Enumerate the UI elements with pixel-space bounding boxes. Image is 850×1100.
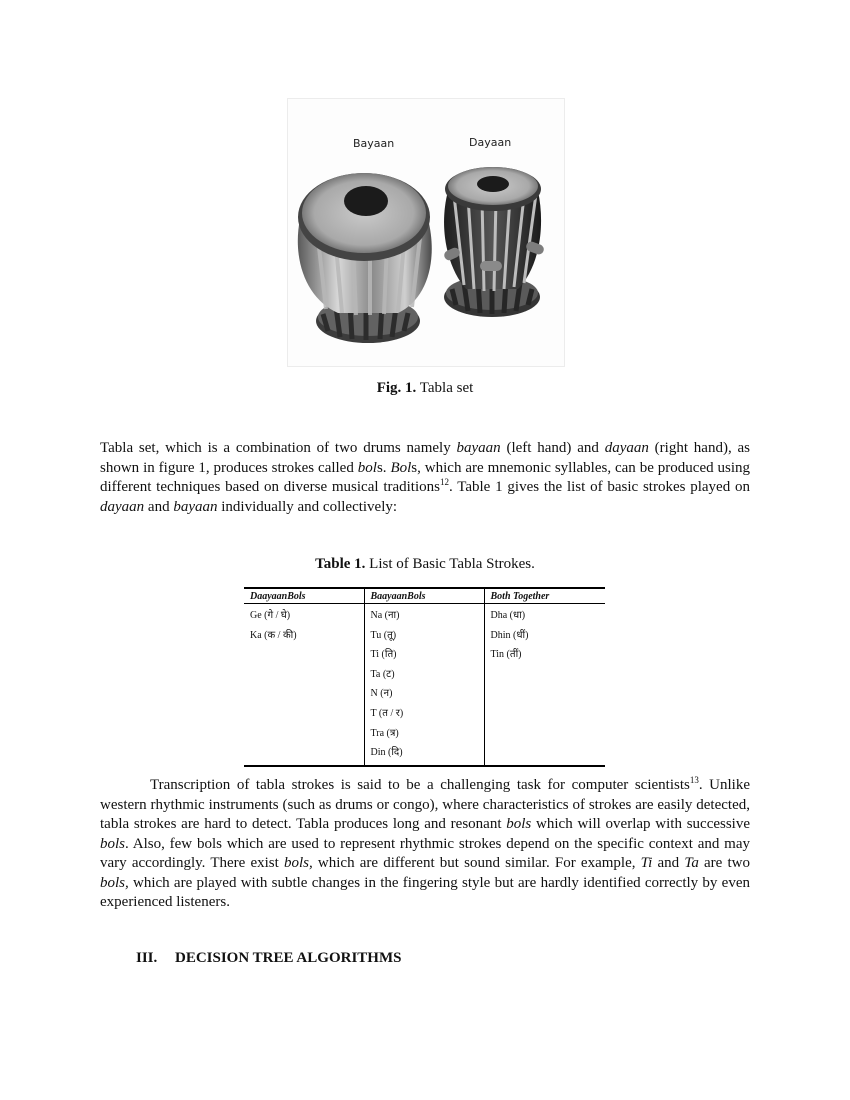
text-run: (right hand), as shown in figure 1, produces strokes called xyxy=(100,440,750,476)
term-bols: bols xyxy=(506,816,532,832)
bol-ka: Ka (क / की) xyxy=(250,629,297,641)
text-run: Tabla set, which is a combination of two drums namely xyxy=(100,440,457,456)
text-run: . Table 1 gives the list of basic strokes played on xyxy=(448,479,750,495)
figure-caption-text: Tabla set xyxy=(416,380,474,396)
text-run: are two xyxy=(698,855,750,871)
bol-din: Din (दि) xyxy=(370,747,403,759)
text-run: s, which are mnemonic syllables, can be produced using different techniques based on diverse musical traditions xyxy=(100,459,751,495)
section-title: DECISION TREE ALGORITHMS xyxy=(175,950,402,966)
term-bols: bols, xyxy=(283,855,313,871)
tabla-strokes-table xyxy=(244,587,605,767)
bol-tin: Tin (तीं) xyxy=(490,649,522,661)
table-caption xyxy=(0,556,850,573)
bol-n: N (न) xyxy=(370,688,393,700)
term-ta: Ta xyxy=(684,855,699,871)
text-run: (left hand) and xyxy=(500,440,605,456)
bol-dhin: Dhin (धीं) xyxy=(490,629,529,641)
bol-tra: Tra (त्र) xyxy=(370,727,399,739)
figure-caption-label: Fig. 1. xyxy=(376,380,417,396)
text-run: s. xyxy=(376,459,391,476)
term-bols: bols xyxy=(100,835,126,852)
daayaan-bols-cell xyxy=(244,604,364,766)
text-run: and xyxy=(144,498,174,515)
header-both-together: Both Together xyxy=(484,588,605,604)
text-run: . Also, few bols which are used to represent rhythmic strokes depend on the specific context and may vary accordingly. There exist xyxy=(100,835,750,871)
baayaan-bols-cell xyxy=(364,604,484,766)
term-bayaan: bayaan xyxy=(456,440,501,456)
citation-12: 12 xyxy=(439,477,449,487)
table-body-row xyxy=(244,604,605,766)
text-run: Transcription of tabla strokes is said to be a challenging task for computer scientists xyxy=(150,777,690,793)
table-header-row xyxy=(244,588,605,604)
text-run: which are different but sound similar. For example, xyxy=(312,855,641,871)
both-together-cell xyxy=(484,604,605,766)
header-baayaan-bols: BaayaanBols xyxy=(364,588,484,604)
citation-13: 13 xyxy=(689,775,699,785)
tabla-figure xyxy=(287,98,565,367)
term-bols: bols, xyxy=(100,874,129,891)
figure-caption xyxy=(0,380,850,397)
tabla-illustration xyxy=(288,99,564,366)
term-bol: bol xyxy=(357,459,377,476)
table-caption-text: List of Basic Tabla Strokes. xyxy=(365,556,535,572)
bol-dha: Dha (धा) xyxy=(490,610,526,621)
text-run: which are played with subtle changes in the fingering style but are hardly identified correctly by even experienced listeners. xyxy=(100,874,750,910)
text-run: and xyxy=(652,855,685,871)
bol-tu: Tu (तू) xyxy=(370,629,397,641)
bol-ta: Ta (ट) xyxy=(370,668,395,680)
bayaan-label: Bayaan xyxy=(353,137,395,150)
term-dayaan: dayaan xyxy=(100,498,145,515)
term-ti: Ti xyxy=(640,855,653,871)
section-heading xyxy=(136,950,401,967)
paragraph-transcription xyxy=(100,776,750,913)
term-bol: Bol xyxy=(390,459,412,476)
term-dayaan: dayaan xyxy=(604,440,649,456)
bayaan-drum xyxy=(298,173,432,315)
text-run: . Unlike western rhythmic instruments (such as drums or congo), where characteristics of strokes are easily detected, tabla strokes are hard to detect. Tabla produces long and resonant xyxy=(100,777,751,832)
dayaan-drum xyxy=(443,167,546,291)
table-caption-label: Table 1. xyxy=(315,556,366,572)
text-run: which will overlap with successive xyxy=(531,816,751,832)
paragraph-tabla-set xyxy=(100,439,750,517)
bol-ge: Ge (गे / घे) xyxy=(250,610,291,621)
bol-ti: Ti (ति) xyxy=(370,649,397,661)
term-bayaan: bayaan xyxy=(173,498,218,515)
header-daayaan-bols: DaayaanBols xyxy=(244,588,364,604)
dayaan-label: Dayaan xyxy=(469,136,512,149)
bol-t: T (त / र) xyxy=(370,707,404,719)
text-run: individually and collectively: xyxy=(217,498,398,515)
section-number: III. xyxy=(136,950,158,966)
bol-na: Na (ना) xyxy=(370,610,400,621)
